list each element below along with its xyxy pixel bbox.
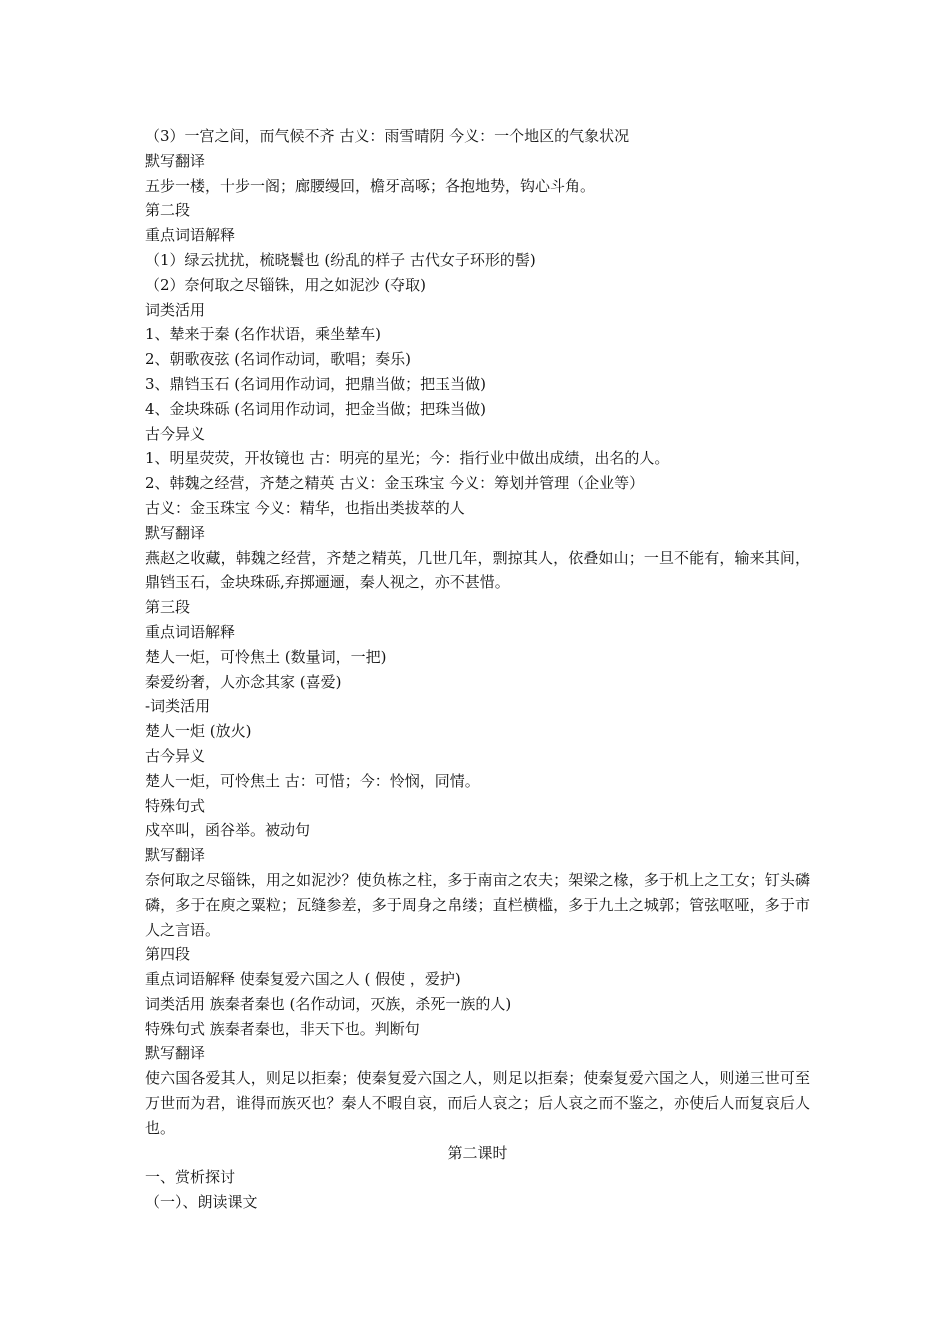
text-line: （3）一宫之间，而气候不齐 古义：雨雪晴阴 今义：一个地区的气象状况 bbox=[145, 127, 630, 145]
text-line: 1、辇来于秦 (名作状语，乘坐辇车) bbox=[145, 325, 382, 344]
text-line: 楚人一炬 (放火) bbox=[145, 722, 252, 741]
section-heading: 古今异义 bbox=[145, 424, 206, 443]
section-heading: 默写翻译 bbox=[145, 151, 206, 170]
text-paragraph: 使六国各爱其人，则足以拒秦；使秦复爱六国之人，则足以拒秦；使秦复爱六国之人，则递三世可至万世而为君，谁得而族灭也？秦人不暇自哀，而后人哀之；后人哀之而不鉴之，亦使后人而复哀后人也。 bbox=[145, 1069, 810, 1137]
section-heading: 词类活用 bbox=[145, 300, 206, 319]
section-heading: 第二段 bbox=[145, 201, 191, 220]
text-line: （1）绿云扰扰，梳晓鬟也 (纷乱的样子 古代女子环形的髻) bbox=[145, 250, 536, 269]
section-heading: 默写翻译 bbox=[145, 1044, 206, 1063]
section-heading: 重点词语解释 bbox=[145, 226, 236, 245]
text-line: 楚人一炬，可怜焦土 古：可惜；今：怜悯，同情。 bbox=[145, 771, 480, 790]
section-heading: 第四段 bbox=[145, 945, 191, 964]
section-heading: 默写翻译 bbox=[145, 523, 206, 542]
text-line: 戍卒叫，函谷举。被动句 bbox=[145, 821, 311, 840]
text-line: 2、韩魏之经营，齐楚之精英 古义：金玉珠宝 今义：筹划并管理（企业等） bbox=[145, 474, 645, 493]
text-line: 五步一楼，十步一阁；廊腰缦回，檐牙高啄；各抱地势，钩心斗角。 bbox=[145, 176, 596, 195]
text-line: 秦爱纷奢，人亦念其家 (喜爱) bbox=[145, 672, 342, 691]
section-heading: 默写翻译 bbox=[145, 846, 206, 865]
text-paragraph: 奈何取之尽锱铢，用之如泥沙？使负栋之柱，多于南亩之农夫；架梁之椽，多于机上之工女；钉头磷磷，多于在庾之粟粒；瓦缝参差，多于周身之帛缕；直栏横槛，多于九土之城郭；管弦呕哑，多于市人之言语。 bbox=[145, 870, 810, 939]
section-heading: -词类活用 bbox=[145, 697, 211, 716]
text-line: 3、鼎铛玉石 (名词用作动词，把鼎当做；把玉当做) bbox=[145, 374, 487, 393]
section-heading: 古今异义 bbox=[145, 746, 206, 765]
text-paragraph: 燕赵之收藏，韩魏之经营，齐楚之精英，几世几年，剽掠其人，依叠如山；一旦不能有，输来其间，鼎铛玉石，金块珠砾,弃掷逦逦，秦人视之，亦不甚惜。 bbox=[145, 548, 810, 592]
text-line: 词类活用 族秦者秦也 (名作动词，灭族，杀死一族的人) bbox=[145, 994, 512, 1013]
text-line: 重点词语解释 使秦复爱六国之人 ( 假使 ，爱护) bbox=[145, 970, 461, 989]
text-line: 1、明星荧荧，开妆镜也 古：明亮的星光；今：指行业中做出成绩，出名的人。 bbox=[145, 449, 670, 468]
text-line: 2、朝歌夜弦 (名词作动词，歌唱；奏乐) bbox=[145, 350, 412, 369]
text-line: （2）奈何取之尽锱铢，用之如泥沙 (夺取) bbox=[145, 275, 427, 294]
text-line: 古义：金玉珠宝 今义：精华，也指出类拔萃的人 bbox=[145, 498, 465, 517]
text-line: 4、金块珠砾 (名词用作动词，把金当做；把珠当做) bbox=[145, 399, 487, 418]
text-line: 特殊句式 族秦者秦也，非天下也。判断句 bbox=[145, 1019, 420, 1038]
section-heading: 第三段 bbox=[145, 598, 191, 617]
section-heading: 重点词语解释 bbox=[145, 622, 236, 641]
section-heading: （一）、朗读课文 bbox=[145, 1193, 258, 1212]
document-body bbox=[145, 124, 810, 1215]
section-heading: 一、赏析探讨 bbox=[145, 1168, 236, 1187]
text-line: 楚人一炬，可怜焦土 (数量词，一把) bbox=[145, 647, 387, 666]
lesson-title: 第二课时 bbox=[447, 1143, 508, 1162]
section-heading: 特殊句式 bbox=[145, 796, 206, 815]
